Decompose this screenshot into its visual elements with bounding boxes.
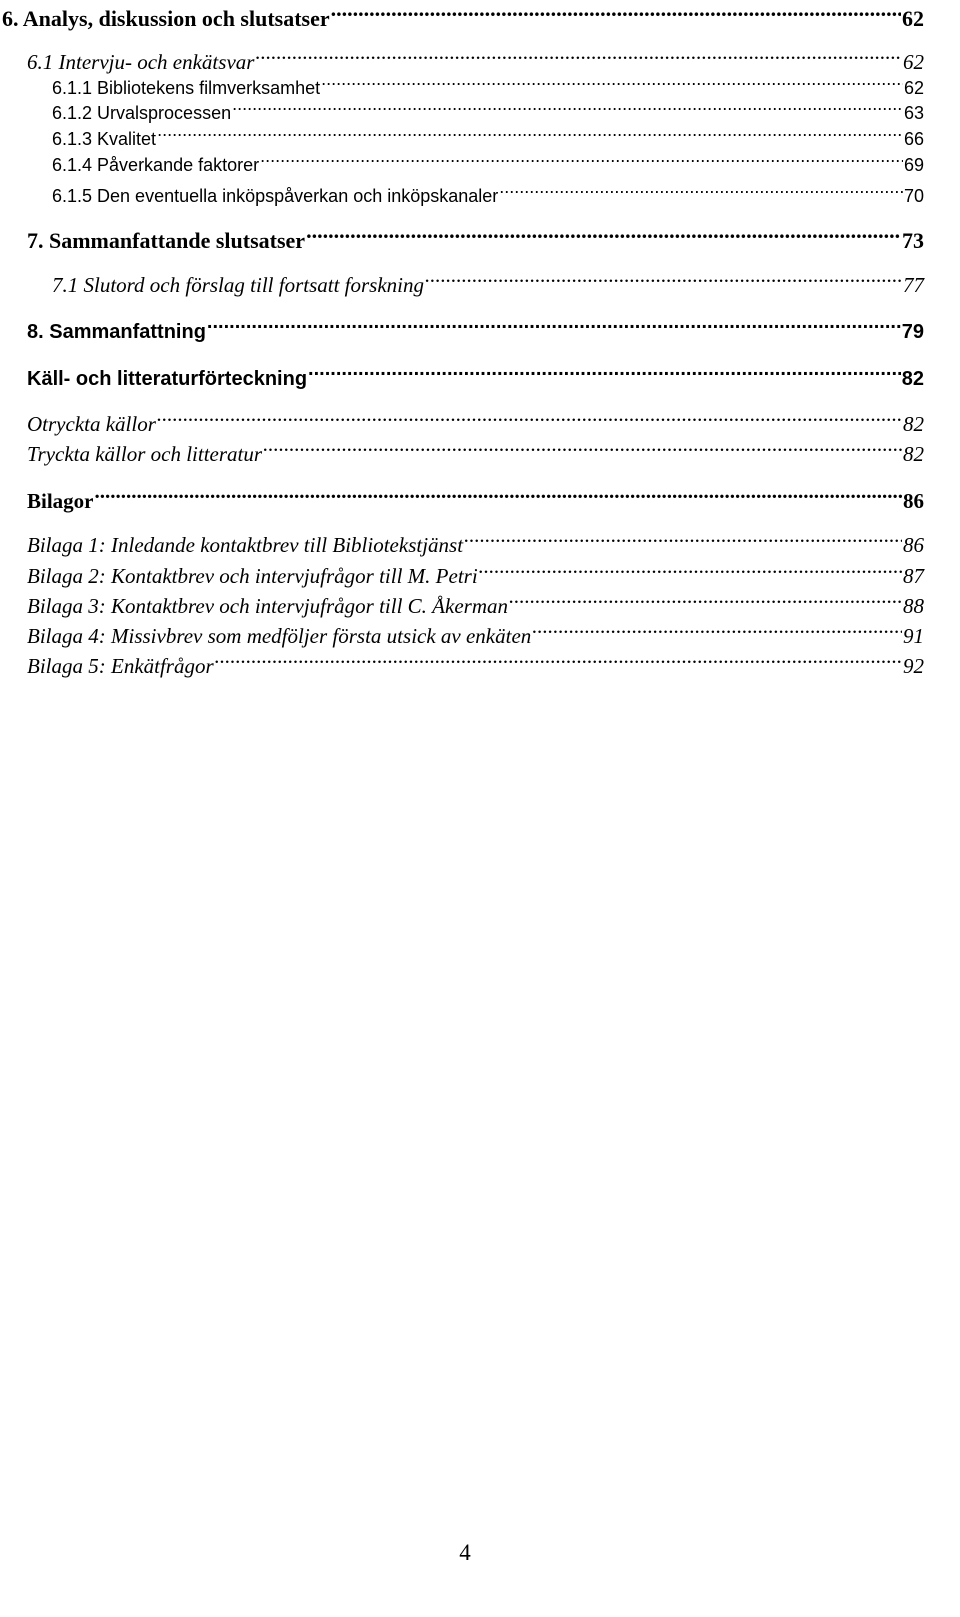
toc-entry-page: 62 [903, 50, 924, 75]
toc-leader-dots [255, 44, 902, 69]
toc-entry-title: Käll- och litteraturförteckning [27, 368, 308, 390]
page-number: 4 [459, 1540, 471, 1565]
toc-leader-dots [306, 222, 901, 248]
toc-entry-page: 91 [903, 624, 924, 649]
toc-entry-page: 79 [901, 321, 924, 343]
toc-entry-6-1-2 [52, 97, 924, 124]
toc-entry-title: 6.1 Intervju- och enkätsvar [27, 50, 255, 75]
toc-entry-appendix-3 [27, 588, 924, 619]
toc-entry-6-1-5 [52, 180, 924, 207]
toc-entry-unprinted-sources [27, 406, 924, 437]
toc-entry-appendix-1 [27, 527, 924, 558]
toc-entry-6-1-4 [52, 149, 924, 176]
toc-leader-dots [532, 618, 902, 643]
toc-entry-appendix-5 [27, 648, 924, 679]
toc-entry-title: 7.1 Slutord och förslag till fortsatt forskning [52, 273, 425, 298]
toc-entry-page: 92 [903, 654, 924, 679]
toc-entry-6-1 [27, 44, 924, 75]
toc-leader-dots [331, 0, 901, 26]
toc-entry-page: 70 [903, 185, 924, 206]
toc-entry-page: 73 [902, 228, 924, 254]
toc-entry-title: 7. Sammanfattande slutsatser [27, 228, 306, 254]
toc-leader-dots [260, 149, 903, 171]
toc-leader-dots [215, 648, 902, 673]
toc-entry-chapter-7 [27, 222, 924, 254]
toc-entry-appendix-2 [27, 558, 924, 589]
toc-entry-page: 69 [903, 154, 924, 175]
toc-leader-dots [479, 558, 902, 583]
toc-entry-sources [27, 361, 924, 391]
toc-entry-page: 88 [903, 594, 924, 619]
toc-entry-title: 6.1.3 Kvalitet [52, 128, 157, 149]
toc-leader-dots [509, 588, 902, 613]
toc-leader-dots [308, 361, 901, 385]
toc-leader-dots [425, 267, 902, 292]
toc-leader-dots [321, 72, 903, 94]
toc-entry-title: 6. Analys, diskussion och slutsatser [2, 6, 330, 32]
toc-entry-title: Bilaga 1: Inledande kontaktbrev till Bibliotekstjänst [27, 533, 464, 558]
toc-entry-printed-sources [27, 436, 924, 467]
toc-entry-title: 6.1.1 Bibliotekens filmverksamhet [52, 77, 321, 98]
toc-entry-chapter-6 [2, 0, 924, 32]
toc-entry-page: 62 [903, 77, 924, 98]
toc-entry-appendix-4 [27, 618, 924, 649]
toc-leader-dots [499, 180, 903, 202]
toc-entry-page: 87 [903, 564, 924, 589]
toc-entry-page: 62 [902, 6, 924, 32]
toc-entry-7-1 [52, 267, 924, 298]
toc-entry-page: 63 [903, 102, 924, 123]
toc-entry-title: Bilaga 2: Kontaktbrev och intervjufrågor till M. Petri [27, 564, 478, 589]
toc-entry-chapter-8 [27, 314, 924, 344]
toc-entry-6-1-3 [52, 123, 924, 150]
toc-entry-title: Tryckta källor och litteratur [27, 442, 263, 467]
toc-entry-appendices [27, 483, 924, 514]
toc-entry-page: 66 [903, 128, 924, 149]
toc-entry-page: 86 [903, 489, 924, 514]
toc-entry-title: 6.1.2 Urvalsprocessen [52, 102, 232, 123]
toc-entry-title: Bilagor [27, 489, 94, 514]
toc-leader-dots [95, 483, 903, 508]
toc-entry-title: Otryckta källor [27, 412, 156, 437]
toc-leader-dots [232, 97, 903, 119]
toc-entry-page: 82 [903, 442, 924, 467]
toc-leader-dots [207, 314, 901, 338]
toc-entry-page: 77 [903, 273, 924, 298]
toc-entry-page: 86 [903, 533, 924, 558]
toc-entry-title: Bilaga 5: Enkätfrågor [27, 654, 214, 679]
toc-entry-page: 82 [903, 412, 924, 437]
toc-entry-title: Bilaga 3: Kontaktbrev och intervjufrågor till C. Åkerman [27, 594, 508, 619]
toc-entry-title: Bilaga 4: Missivbrev som medföljer första utsick av enkäten [27, 624, 532, 649]
toc-leader-dots [464, 527, 902, 552]
toc-entry-title: 6.1.4 Påverkande faktorer [52, 154, 260, 175]
toc-leader-dots [157, 406, 902, 431]
toc-entry-title: 8. Sammanfattning [27, 321, 206, 343]
toc-entry-page: 82 [901, 368, 924, 390]
toc-entry-title: 6.1.5 Den eventuella inköpspåverkan och inköpskanaler [52, 185, 499, 206]
toc-entry-6-1-1 [52, 72, 924, 99]
toc-leader-dots [157, 123, 903, 145]
toc-leader-dots [263, 436, 902, 461]
